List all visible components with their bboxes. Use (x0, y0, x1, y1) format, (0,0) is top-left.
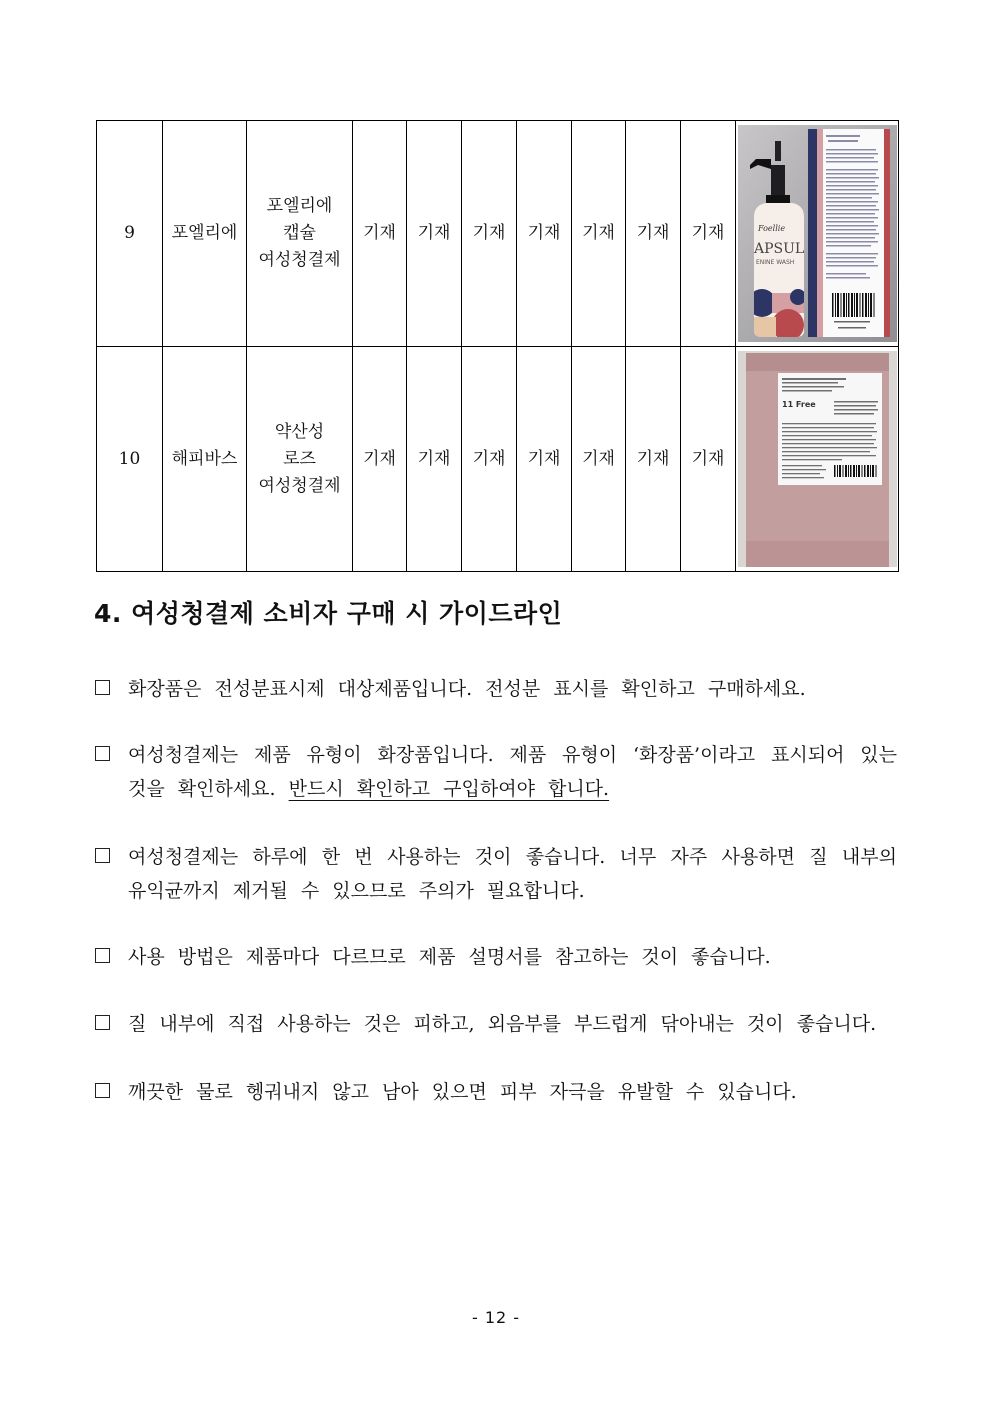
product-name-line: 여성청결제 (258, 250, 341, 270)
bottle-brand-script: Foellie (758, 224, 786, 233)
company-name: 포엘리에 (163, 121, 247, 347)
checkbox-square-icon (95, 1015, 110, 1030)
checkbox-square-icon (95, 746, 110, 761)
mark-cell: 기재 (681, 347, 736, 572)
guideline-text: 질 내부에 직접 사용하는 것은 피하고, 외음부를 부드럽게 닦아내는 것이 좋습니다. (128, 1013, 877, 1035)
mark-cell: 기재 (681, 121, 736, 347)
mark-cell: 기재 (517, 121, 572, 347)
guideline-text: 여성청결제는 하루에 한 번 사용하는 것이 좋습니다. 너무 자주 사용하면 질 내부의 유익균까지 제거될 수 있으므로 주의가 필요합니다. (128, 846, 897, 902)
guideline-text: 화장품은 전성분표시제 대상제품입니다. 전성분 표시를 확인하고 구매하세요. (128, 678, 806, 700)
mark-cell: 기재 (353, 121, 407, 347)
product-name (247, 121, 353, 347)
page-number: - 12 - (471, 1308, 521, 1327)
guideline-list (94, 672, 897, 1109)
label-eleven-free: 11 Free (782, 400, 816, 409)
mark-cell: 기재 (517, 347, 572, 572)
table-row (97, 121, 899, 347)
list-item (94, 940, 897, 974)
product-photo-cell (736, 121, 899, 347)
guideline-text: 사용 방법은 제품마다 다르므로 제품 설명서를 참고하는 것이 좋습니다. (128, 946, 771, 968)
mark-cell: 기재 (572, 121, 626, 347)
list-item (94, 738, 897, 806)
product-name-line: 포엘리에 (266, 196, 333, 216)
checkbox-square-icon (95, 1083, 110, 1098)
product-name-line: 여성청결제 (258, 475, 341, 496)
mark-cell: 기재 (353, 347, 407, 572)
mark-cell: 기재 (572, 347, 626, 572)
section-heading: 4. 여성청결제 소비자 구매 시 가이드라인 (94, 599, 563, 628)
product-name-line: 로즈 (283, 448, 316, 469)
row-number: 10 (97, 347, 163, 572)
list-item (94, 1007, 897, 1041)
product-name-line: 캡슐 (283, 223, 316, 243)
checkbox-square-icon (95, 948, 110, 963)
checkbox-square-icon (95, 680, 110, 695)
list-item (94, 840, 897, 908)
product-table (96, 120, 899, 572)
product-name (247, 347, 353, 572)
product-name-line: 약산성 (274, 421, 325, 442)
mark-cell: 기재 (462, 347, 517, 572)
mark-cell: 기재 (626, 121, 681, 347)
guideline-text: 깨끗한 물로 헹궈내지 않고 남아 있으면 피부 자극을 유발할 수 있습니다. (128, 1081, 797, 1103)
checkbox-square-icon (95, 848, 110, 863)
mark-cell: 기재 (407, 121, 462, 347)
bottle-label-line1: APSUL (754, 241, 805, 257)
guideline-emphasis: 반드시 확인하고 구입하여야 합니다. (288, 778, 610, 800)
product-photo-happybath (738, 351, 897, 567)
company-name: 해피바스 (163, 347, 247, 572)
mark-cell: 기재 (407, 347, 462, 572)
mark-cell: 기재 (462, 121, 517, 347)
guideline-text: 여성청결제는 제품 유형이 화장품입니다. 제품 유형이 ‘화장품’이라고 표시되어 있는 것을 확인하세요. (128, 744, 897, 800)
list-item (94, 672, 897, 706)
table-row (97, 347, 899, 572)
mark-cell: 기재 (626, 347, 681, 572)
row-number: 9 (97, 121, 163, 347)
product-photo-cell (736, 347, 899, 572)
product-photo-foellie (738, 125, 897, 342)
bottle-label-line2: ENINE WASH (756, 259, 795, 266)
list-item (94, 1075, 897, 1109)
